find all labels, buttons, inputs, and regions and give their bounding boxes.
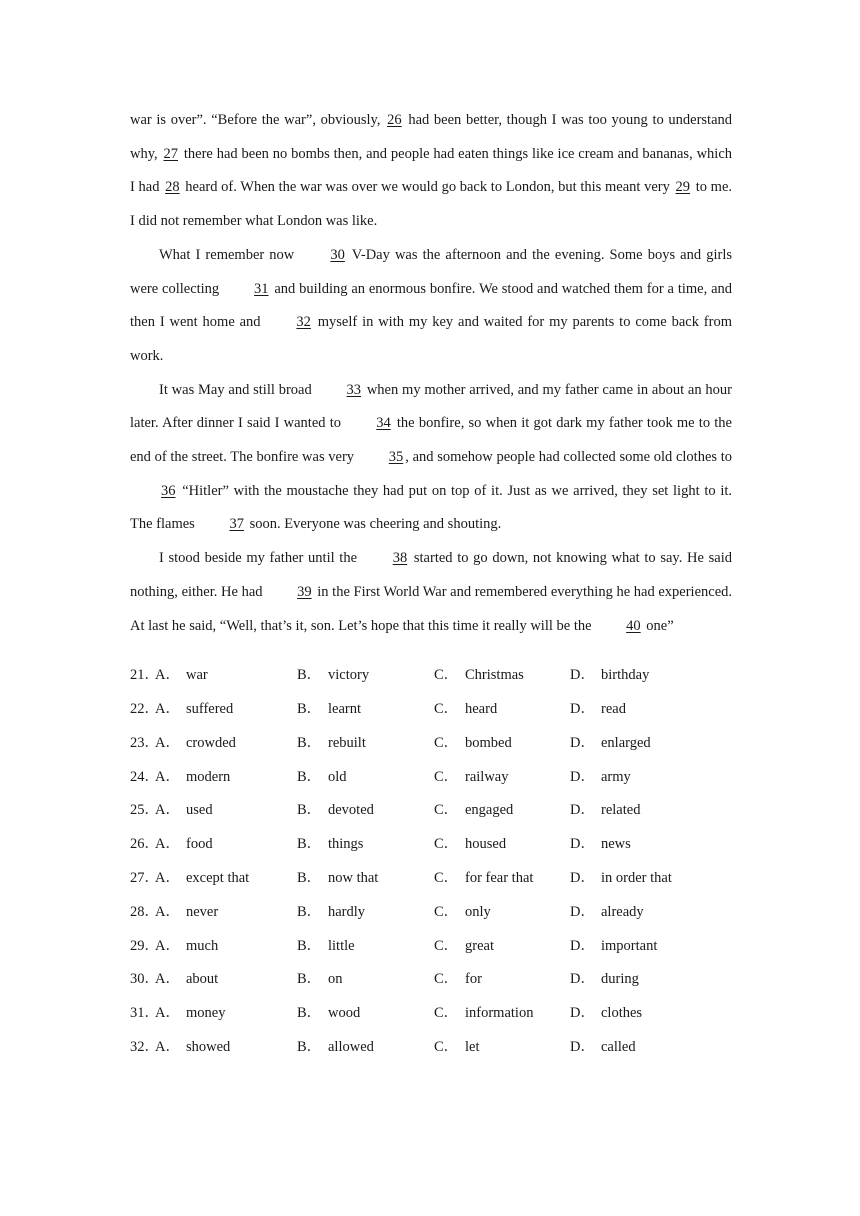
blank-39: 39 — [297, 583, 312, 600]
option-d[interactable] — [570, 727, 700, 761]
option-c[interactable] — [434, 963, 570, 997]
option-a[interactable] — [155, 930, 297, 964]
option-text: never — [186, 903, 219, 920]
option-text: bombed — [465, 734, 512, 751]
option-text: Christmas — [465, 667, 524, 684]
option-text: used — [186, 802, 213, 819]
option-letter: B． — [297, 937, 322, 954]
option-letter: C． — [434, 937, 459, 954]
option-c[interactable] — [434, 862, 570, 896]
option-a[interactable] — [155, 828, 297, 862]
option-letter: B． — [297, 701, 322, 718]
question-number: 24． — [130, 768, 159, 785]
option-text: showed — [186, 1039, 231, 1056]
passage-text: had been better, though I was too young to understand why, — [130, 112, 733, 162]
option-letter: A． — [155, 802, 180, 819]
option-text: great — [465, 937, 494, 954]
question-row — [130, 659, 732, 693]
passage-text: I stood beside my father until the — [159, 550, 362, 567]
option-letter: D． — [570, 667, 595, 684]
option-letter: A． — [155, 667, 180, 684]
option-a[interactable] — [155, 1031, 297, 1065]
option-letter: C． — [434, 802, 459, 819]
option-text: much — [186, 937, 219, 954]
option-letter: C． — [434, 667, 459, 684]
option-text: important — [601, 937, 658, 954]
option-text: wood — [328, 1005, 361, 1022]
option-text: things — [328, 836, 364, 853]
question-row — [130, 794, 732, 828]
option-letter: B． — [297, 836, 322, 853]
option-a[interactable] — [155, 693, 297, 727]
passage-paragraph — [130, 239, 732, 374]
blank-31: 31 — [254, 280, 269, 297]
option-letter: C． — [434, 734, 459, 751]
option-letter: A． — [155, 903, 180, 920]
option-c[interactable] — [434, 828, 570, 862]
blank-37: 37 — [229, 516, 244, 533]
option-text: on — [328, 971, 343, 988]
passage-text: in the First World War and remembered everything he had experienced. At last he said, “Well, that’s it, son. Let’s hope that this time it really will be the — [130, 583, 733, 634]
option-text: modern — [186, 768, 231, 785]
question-row — [130, 828, 732, 862]
option-d[interactable] — [570, 896, 700, 930]
question-number: 32． — [130, 1039, 159, 1056]
option-b[interactable] — [297, 997, 434, 1031]
passage-text: there had been no bombs then, and people had eaten things like ice cream and bananas, which I had — [130, 145, 732, 196]
option-letter: A． — [155, 734, 180, 751]
question-row — [130, 761, 732, 795]
option-a[interactable] — [155, 862, 297, 896]
passage-text: myself in with my key and waited for my parents to come back from work. — [130, 314, 732, 364]
option-text: birthday — [601, 667, 650, 684]
option-b[interactable] — [297, 659, 434, 693]
question-number: 27． — [130, 870, 159, 887]
option-text: in order that — [601, 870, 672, 887]
option-text: railway — [465, 768, 509, 785]
option-a[interactable] — [155, 963, 297, 997]
option-letter: A． — [155, 870, 180, 887]
option-text: allowed — [328, 1039, 374, 1056]
option-letter: D． — [570, 768, 595, 785]
option-letter: C． — [434, 870, 459, 887]
option-a[interactable] — [155, 896, 297, 930]
option-b[interactable] — [297, 693, 434, 727]
option-text: money — [186, 1005, 226, 1022]
question-row — [130, 727, 732, 761]
option-c[interactable] — [434, 794, 570, 828]
option-d[interactable] — [570, 930, 700, 964]
option-text: called — [601, 1039, 636, 1056]
option-text: crowded — [186, 734, 236, 751]
option-text: suffered — [186, 701, 234, 718]
passage-text: war is over”. “Before the war”, obviously, — [130, 112, 386, 128]
option-a[interactable] — [155, 761, 297, 795]
option-c[interactable] — [434, 1031, 570, 1065]
option-text: related — [601, 802, 641, 819]
option-text: about — [186, 971, 219, 988]
option-letter: C． — [434, 1005, 459, 1022]
option-b[interactable] — [297, 828, 434, 862]
option-text: news — [601, 836, 631, 853]
option-letter: B． — [297, 1005, 322, 1022]
question-row — [130, 1031, 732, 1065]
passage-text: when my mother arrived, and my father came in about an hour later. After dinner I said I wanted to — [130, 381, 732, 432]
option-text: for fear that — [465, 870, 534, 887]
answer-options — [130, 659, 732, 1065]
option-letter: D． — [570, 971, 595, 988]
passage — [130, 104, 732, 643]
option-letter: D． — [570, 734, 595, 751]
option-text: except that — [186, 870, 250, 887]
question-number: 23． — [130, 734, 159, 751]
option-d[interactable] — [570, 862, 700, 896]
question-number: 29． — [130, 937, 159, 954]
option-text: little — [328, 937, 355, 954]
option-text: let — [465, 1039, 480, 1056]
question-number: 31． — [130, 1005, 159, 1022]
option-c[interactable] — [434, 761, 570, 795]
option-letter: C． — [434, 701, 459, 718]
option-text: clothes — [601, 1005, 643, 1022]
option-d[interactable] — [570, 693, 700, 727]
option-letter: B． — [297, 768, 322, 785]
blank-38: 38 — [392, 550, 408, 567]
option-letter: D． — [570, 1039, 595, 1056]
option-d[interactable] — [570, 794, 700, 828]
option-c[interactable] — [434, 997, 570, 1031]
option-text: information — [465, 1005, 534, 1022]
option-text: already — [601, 903, 644, 920]
option-c[interactable] — [434, 727, 570, 761]
option-b[interactable] — [297, 896, 434, 930]
option-b[interactable] — [297, 794, 434, 828]
option-letter: C． — [434, 768, 459, 785]
option-text: only — [465, 903, 491, 920]
option-text: rebuilt — [328, 734, 366, 751]
question-row — [130, 862, 732, 896]
option-letter: A． — [155, 836, 180, 853]
option-text: enlarged — [601, 734, 651, 751]
option-text: read — [601, 701, 626, 718]
passage-text: V-Day was the afternoon and the evening. Some boys and girls were collecting — [130, 246, 732, 297]
option-letter: B． — [297, 903, 322, 920]
option-c[interactable] — [434, 930, 570, 964]
blank-27: 27 — [163, 145, 179, 162]
passage-text: “Hitler” with the moustache they had put on top of it. Just as we arrived, they set light to it. The flames — [130, 482, 732, 533]
option-letter: D． — [570, 802, 595, 819]
option-letter: C． — [434, 971, 459, 988]
document-page — [130, 104, 732, 1065]
passage-paragraph — [130, 104, 732, 239]
option-text: army — [601, 768, 631, 785]
option-text: victory — [328, 667, 370, 684]
option-letter: D． — [570, 937, 595, 954]
option-d[interactable] — [570, 1031, 700, 1065]
passage-text: It was May and still broad — [159, 381, 316, 398]
option-b[interactable] — [297, 930, 434, 964]
blank-36: 36 — [161, 482, 176, 499]
passage-text: one” — [642, 617, 674, 634]
option-letter: A． — [155, 768, 180, 785]
option-letter: B． — [297, 870, 322, 887]
option-letter: D． — [570, 1005, 595, 1022]
option-d[interactable] — [570, 828, 700, 862]
blank-29: 29 — [675, 179, 691, 196]
option-letter: C． — [434, 903, 459, 920]
blank-30: 30 — [330, 246, 345, 263]
question-row — [130, 930, 732, 964]
blank-33: 33 — [346, 381, 362, 398]
passage-paragraph — [130, 542, 732, 643]
passage-text: heard of. When the war was over we would go back to London, but this meant very — [181, 179, 674, 196]
option-c[interactable] — [434, 659, 570, 693]
option-b[interactable] — [297, 727, 434, 761]
option-letter: B． — [297, 667, 322, 684]
option-letter: D． — [570, 836, 595, 853]
option-letter: A． — [155, 1005, 180, 1022]
option-letter: B． — [297, 802, 322, 819]
option-letter: D． — [570, 870, 595, 887]
option-text: now that — [328, 870, 379, 887]
blank-35: 35 — [388, 449, 404, 466]
option-text: hardly — [328, 903, 366, 920]
option-d[interactable] — [570, 761, 700, 795]
option-a[interactable] — [155, 727, 297, 761]
option-letter: D． — [570, 701, 595, 718]
option-d[interactable] — [570, 659, 700, 693]
option-b[interactable] — [297, 1031, 434, 1065]
option-letter: C． — [434, 1039, 459, 1056]
option-a[interactable] — [155, 794, 297, 828]
passage-paragraph — [130, 374, 732, 543]
passage-text: to me. I did not remember what London was like. — [130, 179, 733, 230]
option-letter: D． — [570, 903, 595, 920]
question-number: 26． — [130, 836, 159, 853]
option-letter: A． — [155, 1039, 180, 1056]
passage-text: , and somehow people had collected some old clothes to — [405, 449, 732, 466]
question-number: 22． — [130, 701, 159, 718]
blank-34: 34 — [376, 415, 391, 432]
question-number: 21． — [130, 667, 159, 684]
question-number: 28． — [130, 903, 159, 920]
question-row — [130, 896, 732, 930]
passage-text: started to go down, not knowing what to say. He said nothing, either. He had — [130, 550, 732, 600]
option-d[interactable] — [570, 997, 700, 1031]
blank-28: 28 — [165, 179, 180, 196]
option-letter: C． — [434, 836, 459, 853]
question-number: 25． — [130, 802, 159, 819]
option-a[interactable] — [155, 659, 297, 693]
option-text: devoted — [328, 802, 374, 819]
option-text: heard — [465, 701, 498, 718]
option-b[interactable] — [297, 761, 434, 795]
question-number: 30． — [130, 971, 159, 988]
option-text: food — [186, 836, 213, 853]
passage-text: What I remember now — [159, 246, 300, 263]
blank-32: 32 — [296, 314, 311, 331]
option-b[interactable] — [297, 862, 434, 896]
question-row — [130, 963, 732, 997]
option-text: learnt — [328, 701, 362, 718]
option-letter: A． — [155, 701, 180, 718]
blank-40: 40 — [626, 617, 641, 634]
option-letter: B． — [297, 971, 322, 988]
passage-text: and building an enormous bonfire. We stood and watched them for a time, and then I went home and — [130, 280, 733, 331]
option-a[interactable] — [155, 997, 297, 1031]
question-row — [130, 693, 732, 727]
option-b[interactable] — [297, 963, 434, 997]
option-text: housed — [465, 836, 507, 853]
option-c[interactable] — [434, 896, 570, 930]
option-letter: A． — [155, 971, 180, 988]
passage-text: the bonfire, so when it got dark my father took me to the end of the street. The bonfire was very — [130, 415, 732, 466]
option-text: old — [328, 768, 347, 785]
option-letter: A． — [155, 937, 180, 954]
option-text: war — [186, 667, 208, 684]
passage-text: soon. Everyone was cheering and shouting. — [245, 516, 502, 533]
question-row — [130, 997, 732, 1031]
blank-26: 26 — [387, 112, 402, 128]
option-text: for — [465, 971, 482, 988]
option-text: during — [601, 971, 639, 988]
option-c[interactable] — [434, 693, 570, 727]
option-text: engaged — [465, 802, 514, 819]
option-d[interactable] — [570, 963, 700, 997]
option-letter: B． — [297, 734, 322, 751]
option-letter: B． — [297, 1039, 322, 1056]
